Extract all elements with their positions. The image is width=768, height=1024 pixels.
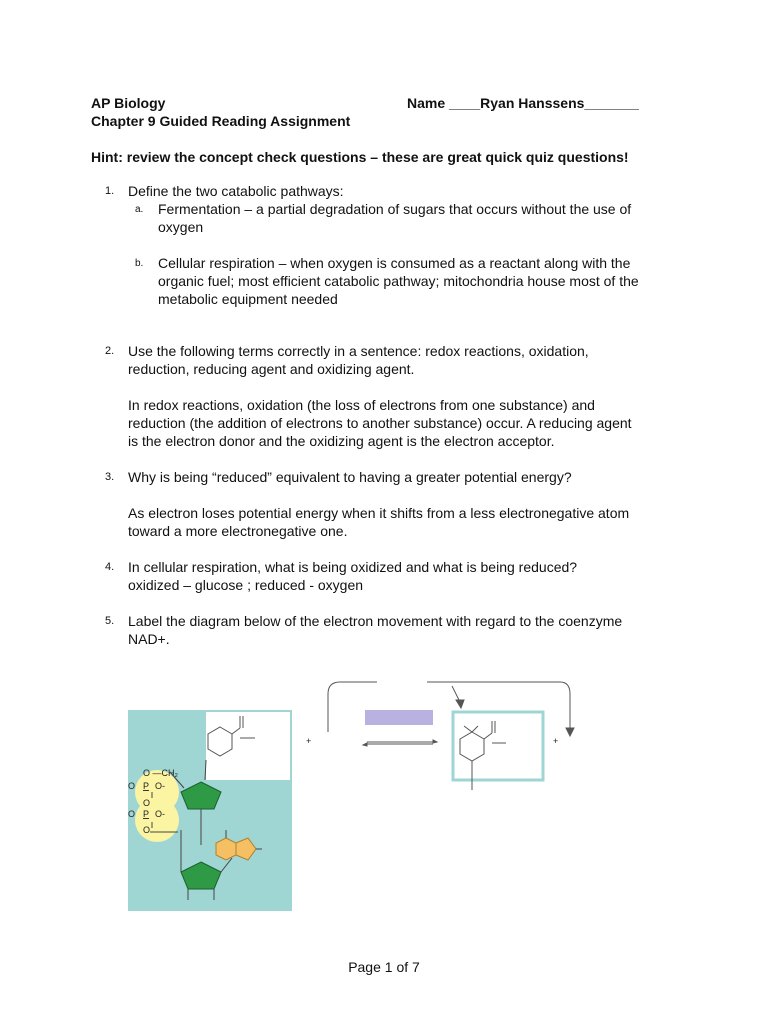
answer-line: metabolic equipment needed [158,291,338,307]
hint-text: Hint: review the concept check questions – these are great quick quiz questions! [91,149,629,165]
question-line: Use the following terms correctly in a sentence: redox reactions, oxidation, [128,343,589,359]
answer-line: toward a more electronegative one. [128,523,348,539]
question-3 [91,468,691,486]
question-5 [91,612,691,648]
label-o-ch2: O —CH₂ [143,768,178,778]
question-number: 4. [105,561,115,573]
student-name-line: Name ____Ryan Hanssens_______ [407,95,639,111]
answer-2 [91,396,691,450]
header-row-2 [91,112,691,130]
spacer [91,450,691,468]
spacer [91,594,691,612]
answer-line: is the electron donor and the oxidizing agent is the electron acceptor. [128,433,555,449]
answer-line: Fermentation – a partial degradation of sugars that occurs without the use of [158,201,632,217]
document-header [91,94,691,130]
answer-inline: oxidized – glucose ; reduced - oxygen [128,577,364,593]
question-1 [91,182,691,200]
label-o-minus2: O- [155,809,165,819]
label-o2: O [128,809,136,819]
question-4 [91,558,691,594]
answer-1b [91,254,691,308]
assignment-title: Chapter 9 Guided Reading Assignment [91,113,351,129]
reversible-arrow [363,740,437,746]
answer-line: As electron loses potential energy when it shifts from a less electronegative atom [128,505,630,521]
label-p1: P [143,781,150,791]
question-number: 2. [105,345,115,357]
question-text: In cellular respiration, what is being oxidized and what is being reduced? [128,559,578,575]
spacer [91,486,691,504]
question-text: Why is being “reduced” equivalent to having a greater potential energy? [128,469,572,485]
label-p2: P [143,809,150,819]
spacer [91,378,691,396]
question-2 [91,342,691,378]
answer-line: organic fuel; most efficient catabolic pathway; mitochondria house most of the [158,273,639,289]
sub-label: a. [135,204,144,215]
question-line: NAD+. [128,631,170,647]
question-number: 1. [105,185,115,197]
header-row-1 [91,94,691,112]
plus-sign-right: + [553,736,559,746]
sub-label: b. [135,258,144,269]
spacer [91,308,691,342]
question-number: 5. [105,615,115,627]
question-line: reduction, reducing agent and oxidizing agent. [128,361,415,377]
nad-diagram [0,670,768,920]
question-number: 3. [105,471,115,483]
spacer [91,236,691,254]
page-footer: Page 1 of 7 [348,959,420,975]
answer-1a [91,200,691,236]
nicotinamide-box [206,712,290,780]
course-title: AP Biology [91,95,166,111]
label-o-mid1: O [143,798,151,808]
plus-sign-left: + [306,736,312,746]
questions-list [91,182,691,648]
label-o-minus1: O- [155,781,165,791]
question-text: Define the two catabolic pathways: [128,183,344,199]
adenine-ring-6 [216,838,236,860]
answer-line: In redox reactions, oxidation (the loss of electrons from one substance) and [128,397,595,413]
answer-line: Cellular respiration – when oxygen is consumed as a reactant along with the [158,255,631,271]
spacer [91,540,691,558]
answer-line: oxygen [158,219,204,235]
phosphate-circle-2 [135,798,179,842]
enzyme-label-box [365,710,433,725]
label-o-mid2: O [143,825,151,835]
answer-line: reduction (the addition of electrons to another substance) occur. A reducing agent [128,415,632,431]
label-o1: O [128,781,136,791]
question-line: Label the diagram below of the electron movement with regard to the coenzyme [128,613,623,629]
nadh-box [453,712,543,780]
answer-3 [91,504,691,540]
